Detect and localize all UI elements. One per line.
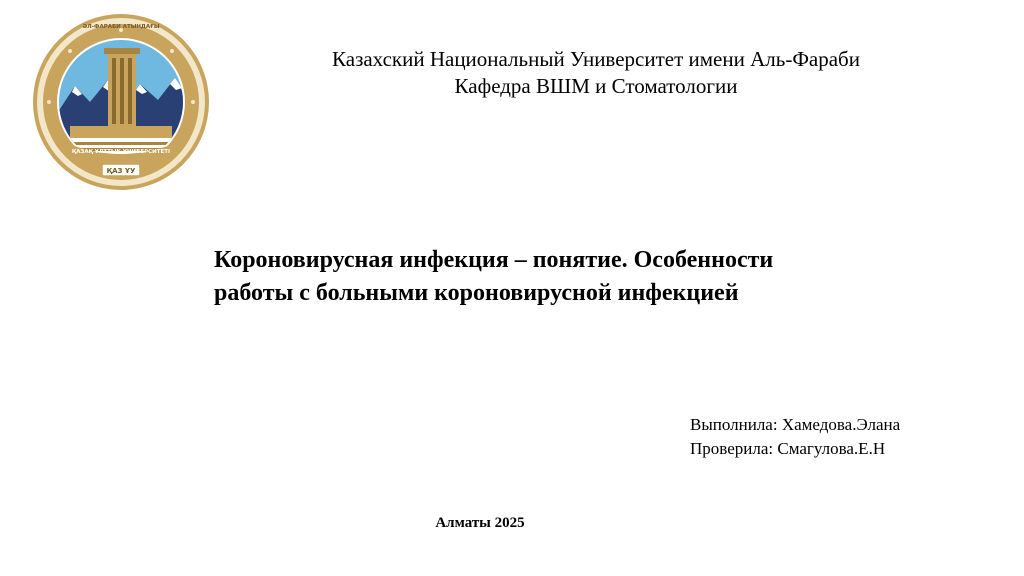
title-line-1: Короновирусная инфекция – понятие. Особенности	[214, 247, 774, 273]
credits-block	[690, 413, 1010, 461]
reviewer-credit: Проверила: Смагулова.Е.Н	[690, 439, 886, 458]
emblem-badge-text: ҚАЗ ҰУ	[106, 167, 136, 175]
emblem-bottom-text: ҚАЗАҚ ҰЛТТЫҚ УНИВЕРСИТЕТІ	[71, 149, 171, 155]
department-name: Кафедра ВШМ и Стоматологии	[454, 74, 738, 98]
city-year-footer: Алматы 2025	[435, 515, 525, 531]
author-credit: Выполнила: Хамедова.Элана	[690, 415, 901, 434]
university-emblem-logo	[30, 14, 212, 194]
slide-title	[214, 244, 934, 310]
slide-header	[262, 46, 930, 100]
title-line-2: работы с больными короновирусной инфекцией	[214, 280, 739, 306]
emblem-top-text: ӘЛ-ФАРАБИ АТЫНДАҒЫ	[82, 24, 160, 30]
university-name: Казахский Национальный Университет имени Аль-Фараби	[332, 47, 860, 71]
